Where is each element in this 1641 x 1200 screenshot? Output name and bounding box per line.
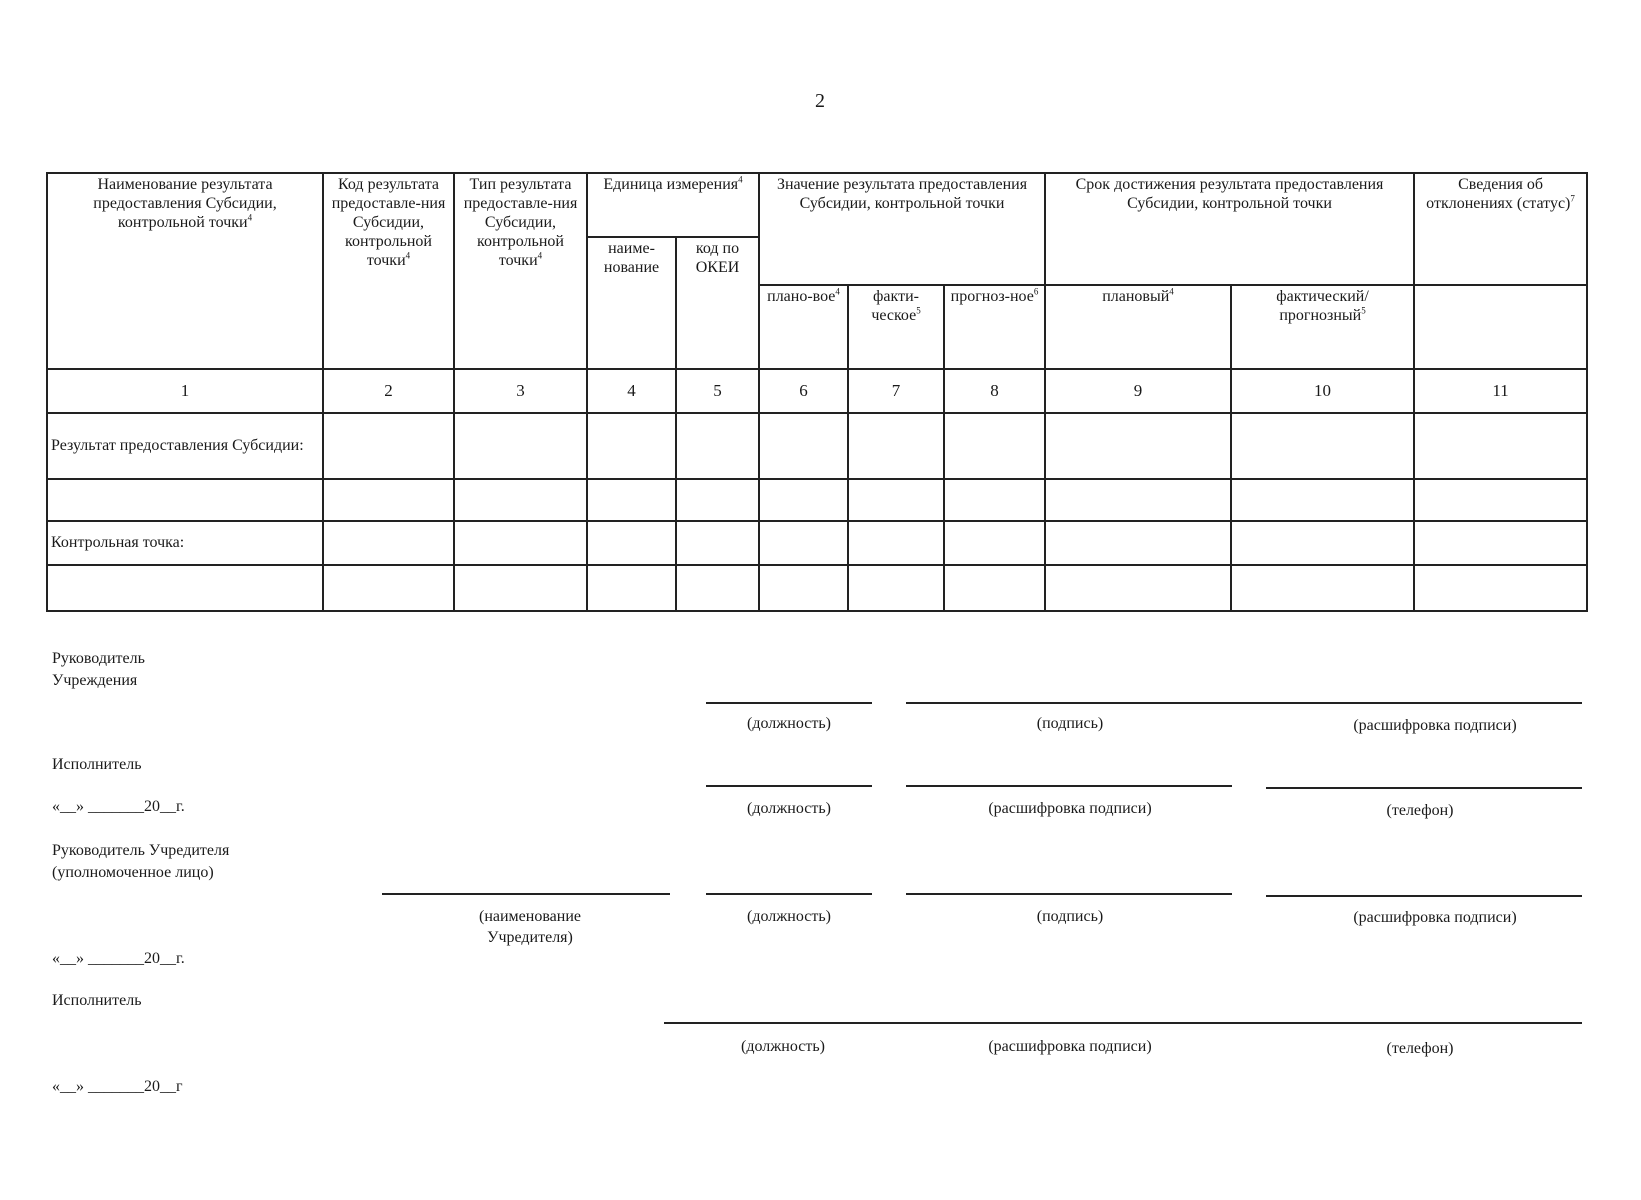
- table-cell: [587, 521, 676, 565]
- table-cell: [323, 479, 454, 521]
- column-number: 10: [1231, 369, 1414, 413]
- founder-name-caption: (наименование Учредителя): [478, 908, 581, 946]
- signature-decoding-caption: (расшифровка подписи): [1353, 717, 1517, 734]
- table-cell: [454, 413, 587, 479]
- table-cell: [587, 413, 676, 479]
- position-caption: (должность): [741, 1038, 825, 1055]
- table-cell: [454, 479, 587, 521]
- date-field: «__» _______20__г.: [52, 950, 185, 967]
- table-cell: [1045, 521, 1231, 565]
- table-cell: [1414, 413, 1587, 479]
- table-cell: [676, 565, 759, 611]
- phone-line: [1266, 787, 1582, 789]
- table-cell: [587, 565, 676, 611]
- signature-decoding-caption: (расшифровка подписи): [1353, 909, 1517, 926]
- date-field: «__» _______20__г: [52, 1078, 183, 1095]
- table-cell: [944, 521, 1045, 565]
- table-row: [47, 521, 1587, 565]
- table-cell: [944, 479, 1045, 521]
- row-label: Результат предоставления Субсидии:: [47, 413, 323, 479]
- row-label: [47, 565, 323, 611]
- authorized-person-label: (уполномоченное лицо): [52, 864, 214, 881]
- table-cell: [759, 413, 848, 479]
- header-result-name: Наименование результата предоставления Субсидии, контрольной точки$^4$: [47, 173, 323, 369]
- header-result-type: Тип результата предоставле-ния Субсидии, контрольной точки$^4$: [454, 173, 587, 369]
- table-cell: [1231, 521, 1414, 565]
- table-cell: [587, 479, 676, 521]
- signature-decoding-line: [1266, 895, 1582, 897]
- signature-caption: (подпись): [1036, 715, 1104, 732]
- column-number: 11: [1414, 369, 1587, 413]
- column-number: 3: [454, 369, 587, 413]
- table-cell: [676, 413, 759, 479]
- table-cell: [1414, 521, 1587, 565]
- table-cell: [759, 479, 848, 521]
- table-cell: [323, 521, 454, 565]
- table-cell: [1414, 479, 1587, 521]
- table-cell: [944, 413, 1045, 479]
- head-institution-label: Руководитель Учреждения: [52, 650, 145, 689]
- header-value-planned: плано-вое$^4$: [759, 285, 848, 369]
- signature-decoding-line: [906, 785, 1232, 787]
- header-value: Значение результата предоставления Субсидии, контрольной точки: [759, 173, 1045, 285]
- table-cell: [1045, 479, 1231, 521]
- header-result-code: Код результата предоставле-ния Субсидии, контрольной точки$^4$: [323, 173, 454, 369]
- table-cell: [454, 565, 587, 611]
- column-number: 1: [47, 369, 323, 413]
- table-cell: [1231, 413, 1414, 479]
- table-cell: [1414, 565, 1587, 611]
- table-row: [47, 565, 1587, 611]
- header-unit-okei: код по ОКЕИ: [676, 237, 759, 369]
- header-value-actual: факти-ческое$^5$: [848, 285, 944, 369]
- table-cell: [759, 521, 848, 565]
- signature-line: [906, 893, 1232, 895]
- table-cell: [1045, 565, 1231, 611]
- table-cell: [1231, 479, 1414, 521]
- column-number: 7: [848, 369, 944, 413]
- header-deadline: Срок достижения результата предоставления Субсидии, контрольной точки: [1045, 173, 1414, 285]
- head-founder-label: Руководитель Учредителя: [52, 842, 230, 859]
- column-number: 2: [323, 369, 454, 413]
- executor-label: Исполнитель: [52, 992, 142, 1009]
- table-cell: [1231, 565, 1414, 611]
- table-cell: [323, 413, 454, 479]
- position-caption: (должность): [747, 800, 831, 817]
- phone-caption: (телефон): [1386, 1040, 1454, 1057]
- table-cell: [1045, 413, 1231, 479]
- table-row: [47, 479, 1587, 521]
- header-deviations: Сведения об отклонениях (статус)$^7$: [1414, 173, 1587, 285]
- phone-caption: (телефон): [1386, 802, 1454, 819]
- table-cell: [323, 565, 454, 611]
- executor-label: Исполнитель: [52, 756, 142, 773]
- position-line: [706, 702, 872, 704]
- table-cell: [848, 413, 944, 479]
- column-number-row: [47, 369, 1587, 413]
- header-unit-name: наиме-нование: [587, 237, 676, 369]
- table-cell: [676, 521, 759, 565]
- position-line: [706, 893, 872, 895]
- header-unit: Единица измерения$^4$: [587, 173, 759, 237]
- row-label: [47, 479, 323, 521]
- founder-name-line: [382, 893, 670, 895]
- date-field: «__» _______20__г.: [52, 798, 185, 815]
- page-number: 2: [815, 90, 825, 112]
- position-line: [706, 785, 872, 787]
- table-cell: [676, 479, 759, 521]
- header-value-forecast: прогноз-ное$^6$: [944, 285, 1045, 369]
- table-cell: [848, 521, 944, 565]
- table-cell: [848, 565, 944, 611]
- report-table: [46, 172, 1588, 612]
- row-label: Контрольная точка:: [47, 521, 323, 565]
- table-cell: [944, 565, 1045, 611]
- table-row: [47, 413, 1587, 479]
- column-number: 8: [944, 369, 1045, 413]
- column-number: 4: [587, 369, 676, 413]
- signature-decoding-caption: (расшифровка подписи): [988, 800, 1152, 817]
- table-cell: [759, 565, 848, 611]
- signature-decoding-caption: (расшифровка подписи): [988, 1038, 1152, 1055]
- table-cell: [454, 521, 587, 565]
- column-number: 9: [1045, 369, 1231, 413]
- position-caption: (должность): [747, 908, 831, 925]
- signature-caption: (подпись): [1036, 908, 1104, 925]
- header-deadline-actual: фактический/ прогнозный$^5$: [1231, 285, 1414, 369]
- position-caption: (должность): [747, 715, 831, 732]
- column-number: 6: [759, 369, 848, 413]
- signature-line: [906, 702, 1582, 704]
- executor-signature-line: [664, 1022, 1582, 1024]
- column-number: 5: [676, 369, 759, 413]
- header-deadline-planned: плановый$^4$: [1045, 285, 1231, 369]
- header-deviations-blank: [1414, 285, 1587, 369]
- table-cell: [848, 479, 944, 521]
